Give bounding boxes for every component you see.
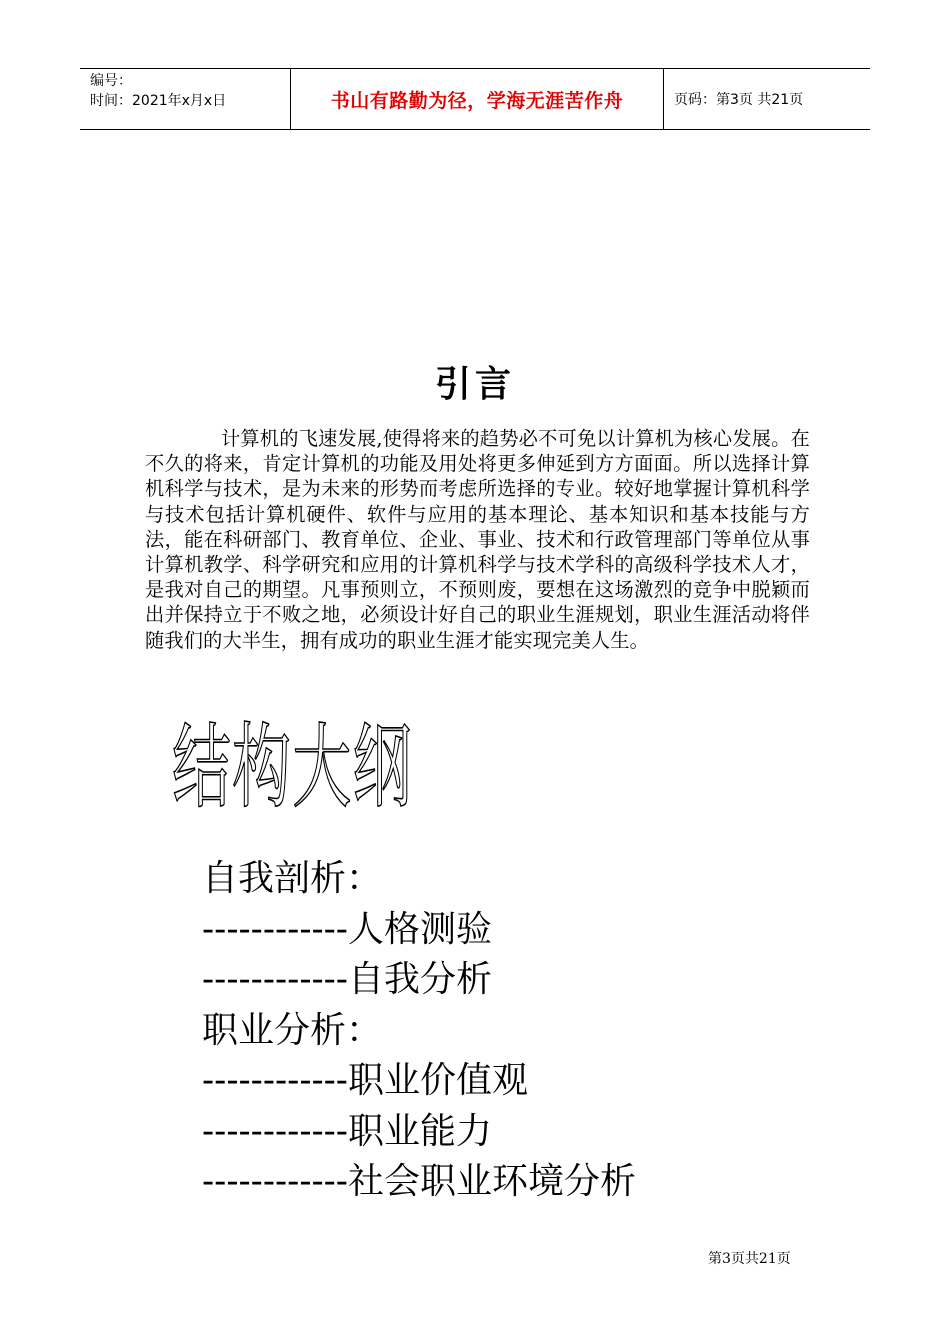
outline-item-career-analysis: 职业分析： xyxy=(202,1009,383,1051)
outline-list xyxy=(202,854,636,1208)
outline-item-career-values: ------------职业价值观 xyxy=(202,1060,528,1101)
outline-item-self-review: ------------自我分析 xyxy=(202,959,492,1000)
header-meta xyxy=(80,69,291,129)
outline-item-career-ability: ------------职业能力 xyxy=(202,1110,492,1152)
header-motto: 书山有路勤为径，学海无涯苦作舟 xyxy=(291,69,664,129)
time-label: 时间：2021年x月x日 xyxy=(90,93,227,109)
number-label: 编号： xyxy=(90,73,132,89)
outline-item-social-environment: ------------社会职业环境分析 xyxy=(202,1161,636,1202)
outline-heading: 结构大纲 xyxy=(172,714,413,821)
page-footer: 第3页共21页 xyxy=(708,1251,791,1267)
header-page-info: 页码：第3页 共21页 xyxy=(674,92,804,108)
section-title: 引言 xyxy=(434,364,515,405)
page-header xyxy=(80,68,870,130)
intro-paragraph: 计算机的飞速发展,使得将来的趋势必不可免以计算机为核心发展。在不久的将来，肯定计算机的功能及用处将更多伸延到方方面面。所以选择计算机科学与技术，是为未来的形势而考虑所选择的专业。较好地掌握计算机科学与技术包括计算机硬件、软件与应用的基本理论、基本知识和基本技能与方法，能在科研部门、教育单位、企业、事业、技术和行政管理部门等单位从事计算机教学、科学研究和应用的计算机科学与技术学科的高级科学技术人才，是我对自己的期望。凡事预则立，不预则废，要想在这场激烈的竞争中脱颖而出并保持立于不败之地，必须设计好自己的职业生涯规划，职业生涯活动将伴随我们的大半生，拥有成功的职业生涯才能实现完美人生。 xyxy=(145,427,810,652)
outline-item-self-analysis: 自我剖析： xyxy=(202,858,383,899)
outline-item-personality-test: ------------人格测验 xyxy=(202,908,492,950)
